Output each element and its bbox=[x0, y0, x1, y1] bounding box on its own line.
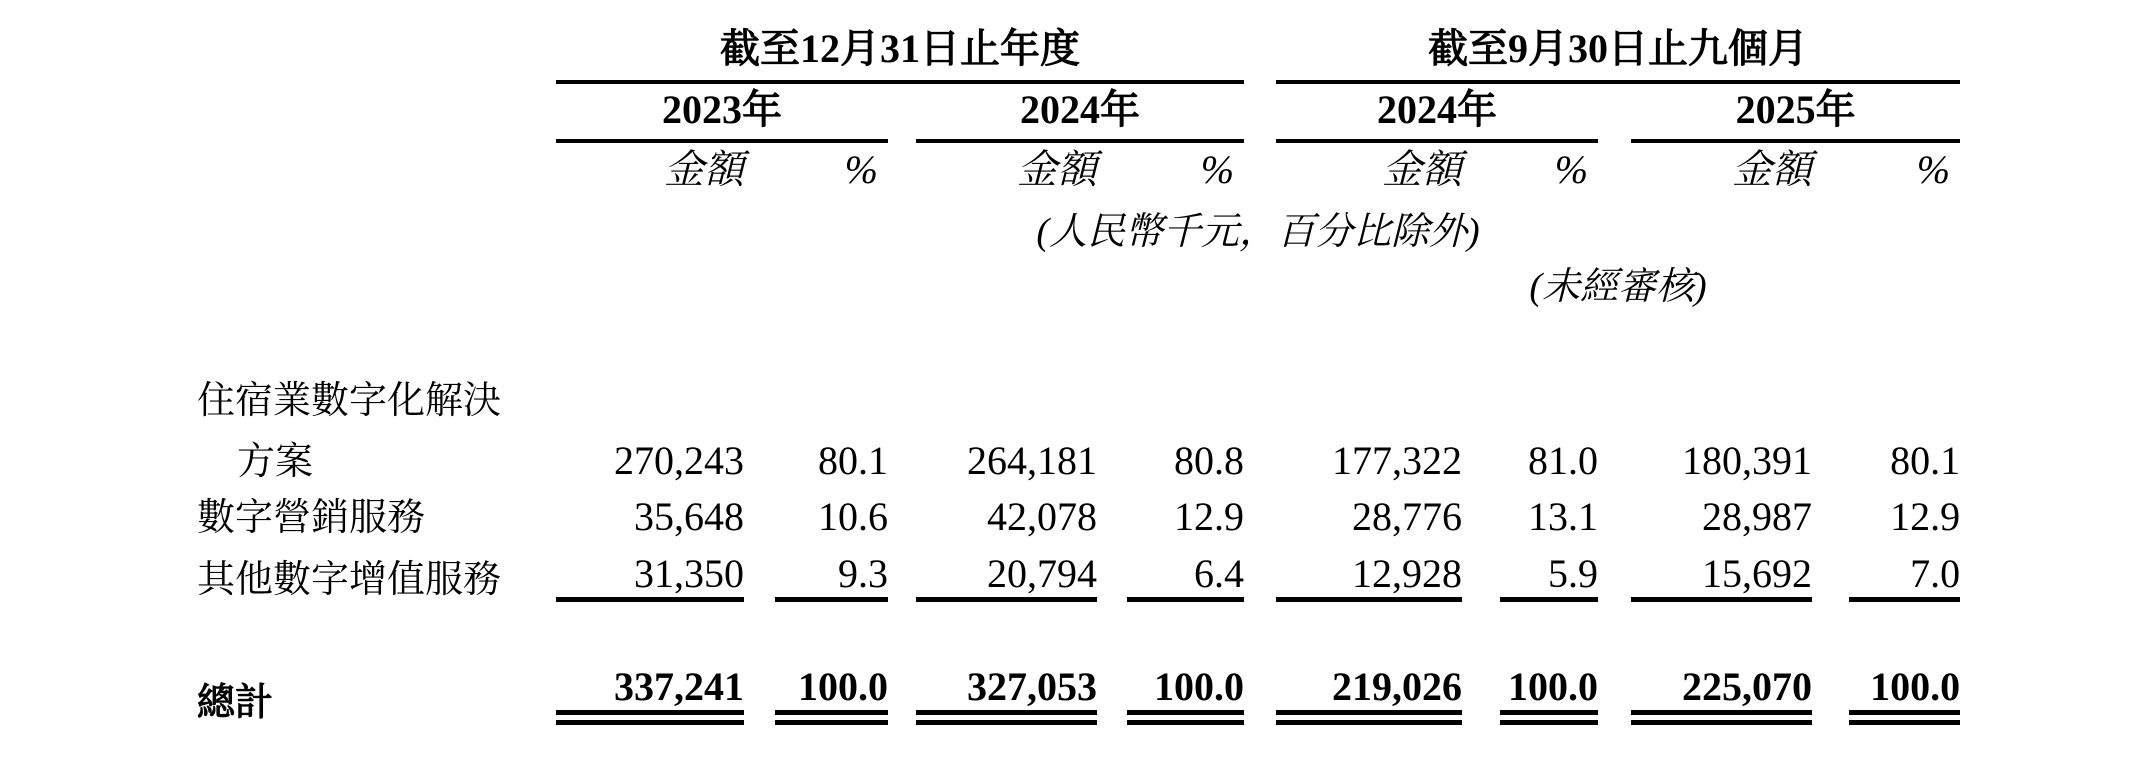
gap-cell bbox=[744, 143, 775, 205]
year-header-2024-fy: 2024年 bbox=[916, 84, 1244, 143]
gap-cell bbox=[1598, 440, 1631, 486]
percent-header: % bbox=[1916, 147, 1951, 192]
amount-cell: 180,391 bbox=[1682, 438, 1813, 484]
gap-cell bbox=[1097, 486, 1127, 542]
amount-header: 金額 bbox=[1017, 147, 1097, 192]
gap-cell bbox=[1598, 84, 1631, 143]
gap-cell bbox=[1812, 143, 1849, 205]
gap-cell bbox=[1244, 84, 1276, 143]
gap-cell bbox=[1097, 143, 1127, 205]
gap-cell bbox=[1462, 486, 1500, 542]
corner-cell bbox=[0, 205, 556, 255]
percent-header: % bbox=[1200, 147, 1235, 192]
percent-cell: 10.6 bbox=[818, 494, 888, 540]
gap-cell bbox=[744, 668, 775, 725]
gap-cell bbox=[1812, 668, 1849, 725]
amount-header: 金額 bbox=[1732, 147, 1813, 192]
subheader-row bbox=[0, 143, 1960, 205]
percent-cell: 12.9 bbox=[1890, 494, 1961, 540]
spacer-row bbox=[0, 307, 1960, 385]
amount-cell: 270,243 bbox=[614, 438, 744, 484]
percent-header: % bbox=[1554, 147, 1589, 192]
unaudited-note: (未經審核) bbox=[1529, 265, 1707, 308]
gap-cell bbox=[1244, 542, 1276, 602]
amount-header: 金額 bbox=[664, 147, 744, 192]
spacer-cell bbox=[0, 307, 1960, 385]
gap-cell bbox=[1244, 20, 1276, 84]
spacer-cell bbox=[0, 602, 1960, 668]
gap-cell bbox=[1812, 542, 1849, 602]
row-label-line2: 方案 bbox=[237, 441, 314, 483]
percent-cell: 80.1 bbox=[818, 438, 888, 484]
gap-cell bbox=[1462, 668, 1500, 725]
amount-cell: 12,928 bbox=[1276, 542, 1462, 602]
gap-cell bbox=[888, 542, 916, 602]
amount-cell: 15,692 bbox=[1631, 542, 1812, 602]
gap-cell bbox=[888, 143, 916, 205]
gap-cell bbox=[1462, 440, 1500, 486]
units-note: (人民幣千元，百分比除外) bbox=[1036, 210, 1480, 253]
period-group-header-9m: 截至9月30日止九個月 bbox=[1276, 20, 1960, 84]
total-row bbox=[0, 668, 1960, 725]
percent-cell: 6.4 bbox=[1127, 542, 1244, 602]
total-amount-cell: 337,241 bbox=[556, 668, 744, 725]
total-percent-cell: 100.0 bbox=[1500, 668, 1598, 725]
amount-cell: 20,794 bbox=[916, 542, 1097, 602]
gap-cell bbox=[744, 486, 775, 542]
year-header-2025: 2025年 bbox=[1631, 84, 1960, 143]
percent-cell: 80.1 bbox=[1890, 438, 1961, 484]
corner-cell bbox=[0, 84, 556, 143]
amount-header: 金額 bbox=[1382, 147, 1463, 192]
gap-cell bbox=[744, 542, 775, 602]
total-amount-cell: 225,070 bbox=[1631, 668, 1812, 725]
gap-cell bbox=[1244, 668, 1276, 725]
amount-cell: 28,776 bbox=[1352, 494, 1463, 540]
row-label-line1: 住宿業數字化解決 bbox=[197, 380, 502, 422]
amount-cell: 35,648 bbox=[634, 494, 744, 540]
corner-cell bbox=[0, 143, 556, 205]
amount-cell: 177,322 bbox=[1332, 438, 1463, 484]
total-amount-cell: 219,026 bbox=[1276, 668, 1462, 725]
gap-cell bbox=[888, 84, 916, 143]
percent-header: % bbox=[844, 147, 878, 192]
row-label: 其他數字增值服務 bbox=[197, 559, 502, 601]
percent-cell: 7.0 bbox=[1849, 542, 1960, 602]
amount-cell: 28,987 bbox=[1702, 494, 1813, 540]
gap-cell bbox=[888, 668, 916, 725]
corner-cell bbox=[0, 20, 556, 84]
period-group-header-row bbox=[0, 20, 1960, 84]
gap-cell bbox=[1598, 143, 1631, 205]
amount-cell: 42,078 bbox=[987, 494, 1097, 540]
gap-cell bbox=[1812, 486, 1849, 542]
table-row bbox=[0, 385, 1960, 440]
percent-cell: 5.9 bbox=[1500, 542, 1598, 602]
total-amount-cell: 327,053 bbox=[916, 668, 1097, 725]
period-group-header-fy: 截至12月31日止年度 bbox=[556, 20, 1244, 84]
gap-cell bbox=[1244, 143, 1276, 205]
year-header-2024-9m: 2024年 bbox=[1276, 84, 1598, 143]
table-row bbox=[0, 542, 1960, 602]
revenue-breakdown-table bbox=[0, 20, 1960, 725]
gap-cell bbox=[1598, 542, 1631, 602]
units-note-row bbox=[0, 205, 1960, 255]
total-percent-cell: 100.0 bbox=[1127, 668, 1244, 725]
table-row bbox=[0, 486, 1960, 542]
gap-cell bbox=[1812, 440, 1849, 486]
gap-cell bbox=[1598, 668, 1631, 725]
amount-cell: 264,181 bbox=[967, 438, 1097, 484]
gap-cell bbox=[744, 440, 775, 486]
gap-cell bbox=[1244, 486, 1276, 542]
year-header-row bbox=[0, 84, 1960, 143]
percent-cell: 80.8 bbox=[1174, 438, 1245, 484]
percent-cell: 9.3 bbox=[775, 542, 888, 602]
gap-cell bbox=[0, 255, 1276, 307]
total-percent-cell: 100.0 bbox=[775, 668, 888, 725]
percent-cell: 12.9 bbox=[1174, 494, 1245, 540]
spacer-row bbox=[0, 602, 1960, 668]
total-label: 總計 bbox=[197, 682, 274, 724]
gap-cell bbox=[888, 440, 916, 486]
gap-cell bbox=[1097, 542, 1127, 602]
gap-cell bbox=[1462, 542, 1500, 602]
year-header-2023: 2023年 bbox=[556, 84, 888, 143]
gap-cell bbox=[1462, 143, 1500, 205]
gap-cell bbox=[888, 486, 916, 542]
gap-cell bbox=[1598, 486, 1631, 542]
row-label: 數字營銷服務 bbox=[197, 497, 426, 539]
gap-cell bbox=[556, 385, 1960, 440]
percent-cell: 81.0 bbox=[1528, 438, 1599, 484]
total-percent-cell: 100.0 bbox=[1849, 668, 1960, 725]
unaudited-note-row bbox=[0, 255, 1960, 307]
percent-cell: 13.1 bbox=[1528, 494, 1599, 540]
amount-cell: 31,350 bbox=[556, 542, 744, 602]
gap-cell bbox=[1097, 668, 1127, 725]
table-row bbox=[0, 440, 1960, 486]
gap-cell bbox=[1244, 440, 1276, 486]
gap-cell bbox=[1097, 440, 1127, 486]
